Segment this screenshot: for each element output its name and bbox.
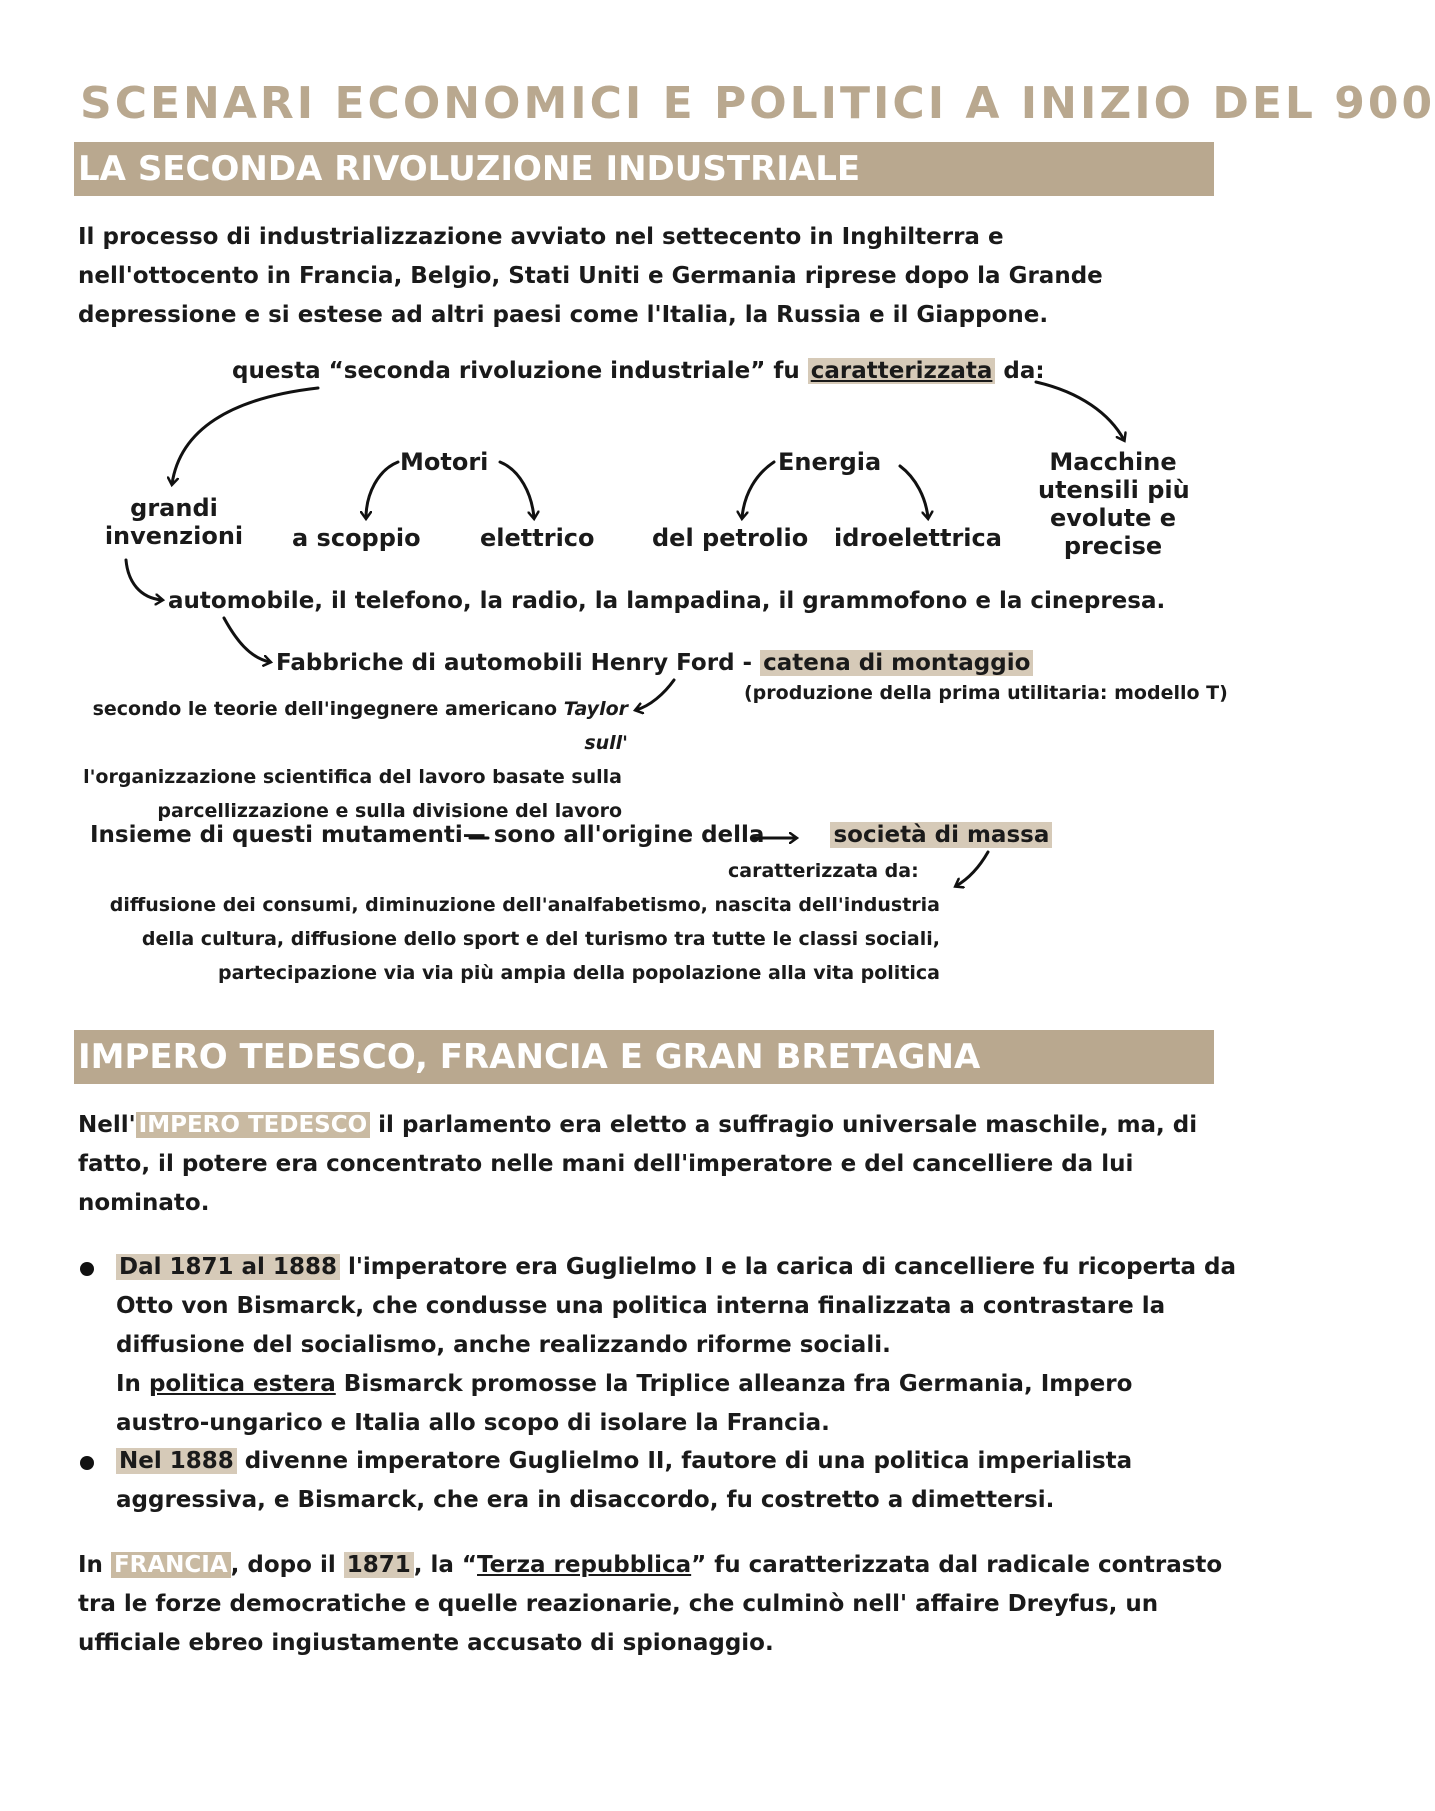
bullet-dot (80, 1262, 94, 1276)
node-del-petrolio: del petrolio (652, 524, 809, 552)
ford-text: Fabbriche di automobili Henry Ford - (276, 650, 753, 676)
taylor-line: l'organizzazione scientifica del lavoro basate sulla (83, 766, 622, 788)
arrow-to-elettrico (500, 462, 534, 518)
bullet-line: diffusione del socialismo, anche realizzando riforme sociali. (116, 1332, 891, 1358)
arrow-to-idroelettrica (900, 466, 928, 518)
map-lead-text: questa “seconda rivoluzione industriale” fu (232, 358, 800, 384)
francia-text: ” fu caratterizzata dal radicale contrasto (691, 1552, 1223, 1578)
arrow-to-grandi (172, 388, 318, 484)
bullet-underline: politica estera (148, 1371, 336, 1397)
node-energia: Energia (778, 448, 882, 476)
arrow-to-inventions (126, 560, 162, 600)
arrow-to-massa-list (956, 852, 988, 886)
arrow-to-del-petrolio (742, 462, 774, 518)
impero-pre: Nell' (78, 1112, 136, 1138)
intro-line: nell'ottocento in Francia, Belgio, Stati Uniti e Germania riprese dopo la Grande (78, 263, 1103, 289)
impero-highlight: IMPERO TEDESCO (136, 1112, 370, 1138)
francia-paragraph (78, 1546, 1223, 1663)
arrow-to-ford (224, 618, 270, 662)
arrow-to-macchine (1036, 382, 1124, 440)
francia-text: , dopo il (230, 1552, 344, 1578)
page-title: SCENARI ECONOMICI E POLITICI A INIZIO DEL 900 (80, 78, 1435, 129)
node-line: evolute e (1049, 504, 1177, 532)
impero-text: il parlamento era eletto a suffragio universale maschile, ma, di (370, 1112, 1198, 1138)
francia-line (78, 1546, 1223, 1585)
arrow-to-taylor (636, 680, 674, 710)
bullet-highlight: Nel 1888 (116, 1448, 237, 1474)
node-motori: Motori (400, 448, 489, 476)
massa-lead: Insieme di questi mutamenti— sono all'origine della (90, 822, 765, 848)
bullet-line: Otto von Bismarck, che condusse una politica interna finalizzata a contrastare la (116, 1293, 1166, 1319)
node-idroelettrica: idroelettrica (834, 524, 1002, 552)
taylor-line: parcellizzazione e sulla divisione del lavoro (157, 800, 622, 822)
francia-underline: Terza repubblica (477, 1552, 692, 1578)
intro-line: Il processo di industrializzazione avviato nel settecento in Inghilterra e (78, 224, 1004, 250)
impero-line: fatto, il potere era concentrato nelle mani dell'imperatore e del cancelliere da lui (78, 1151, 1134, 1177)
bullet-text: In (116, 1371, 149, 1397)
intro-line: depressione e si estese ad altri paesi come l'Italia, la Russia e il Giappone. (78, 302, 1049, 328)
bullet-text: l'imperatore era Guglielmo I e la carica di cancelliere fu ricoperta da (339, 1254, 1237, 1280)
francia-text: In (78, 1552, 111, 1578)
node-line: invenzioni (104, 522, 244, 550)
bullet-2 (116, 1442, 1216, 1520)
francia-line: tra le forze democratiche e quelle reazionarie, che culminò nell' affaire Dreyfus, un (78, 1591, 1159, 1617)
massa-highlight: società di massa (830, 822, 1052, 848)
node-line: Macchine (1049, 448, 1177, 476)
bullet-line: aggressiva, e Bismarck, che era in disaccordo, fu costretto a dimettersi. (116, 1487, 1055, 1513)
inventions-list: automobile, il telefono, la radio, la lampadina, il grammofono e la cinepresa. (168, 588, 1166, 614)
ford-highlight: catena di montaggio (760, 650, 1033, 676)
massa-item: partecipazione via via più ampia della popolazione alla vita politica (218, 962, 940, 984)
impero-line: nominato. (78, 1190, 210, 1216)
taylor-text: secondo le teorie dell'ingegnere americano (92, 698, 558, 720)
node-line: precise (1063, 532, 1163, 560)
arrow-to-a-scoppio (366, 462, 398, 518)
node-elettrico: elettrico (480, 524, 595, 552)
bullet-1 (116, 1248, 1237, 1443)
bullet-dot (80, 1456, 94, 1470)
massa-item: della cultura, diffusione dello sport e del turismo tra tutte le classi sociali, (141, 928, 940, 950)
ford-note: (produzione della prima utilitaria: modello T) (744, 682, 1228, 704)
bullet-line: austro-ungarico e Italia allo scopo di isolare la Francia. (116, 1410, 830, 1436)
massa-sub: caratterizzata da: (728, 860, 919, 882)
taylor-name: Taylor sull' (563, 698, 628, 754)
node-line: grandi (130, 494, 218, 522)
node-a-scoppio: a scoppio (292, 524, 421, 552)
bullet-text: divenne imperatore Guglielmo II, fautore di una politica imperialista (236, 1448, 1133, 1474)
impero-line (78, 1106, 1208, 1145)
bullet-line (116, 1442, 1216, 1481)
francia-highlight: FRANCIA (111, 1552, 231, 1578)
map-lead-end: da: (1003, 358, 1045, 384)
francia-line: ufficiale ebreo ingiustamente accusato di spionaggio. (78, 1630, 774, 1656)
massa-item: diffusione dei consumi, diminuzione dell'analfabetismo, nascita dell'industria (109, 894, 940, 916)
impero-paragraph (78, 1106, 1208, 1223)
section-heading-rivoluzione: LA SECONDA RIVOLUZIONE INDUSTRIALE (74, 142, 1214, 196)
francia-year: 1871 (344, 1552, 414, 1578)
bullet-highlight: Dal 1871 al 1888 (116, 1254, 340, 1280)
bullet-text: Bismarck promosse la Triplice alleanza fra Germania, Impero (335, 1371, 1133, 1397)
node-line: utensili più (1038, 476, 1190, 504)
bullet-line (116, 1248, 1237, 1287)
francia-text: , la “ (413, 1552, 478, 1578)
section-heading-impero: IMPERO TEDESCO, FRANCIA E GRAN BRETAGNA (74, 1030, 1214, 1084)
map-lead-highlight: caratterizzata (808, 358, 996, 384)
bullet-line (116, 1365, 1216, 1404)
